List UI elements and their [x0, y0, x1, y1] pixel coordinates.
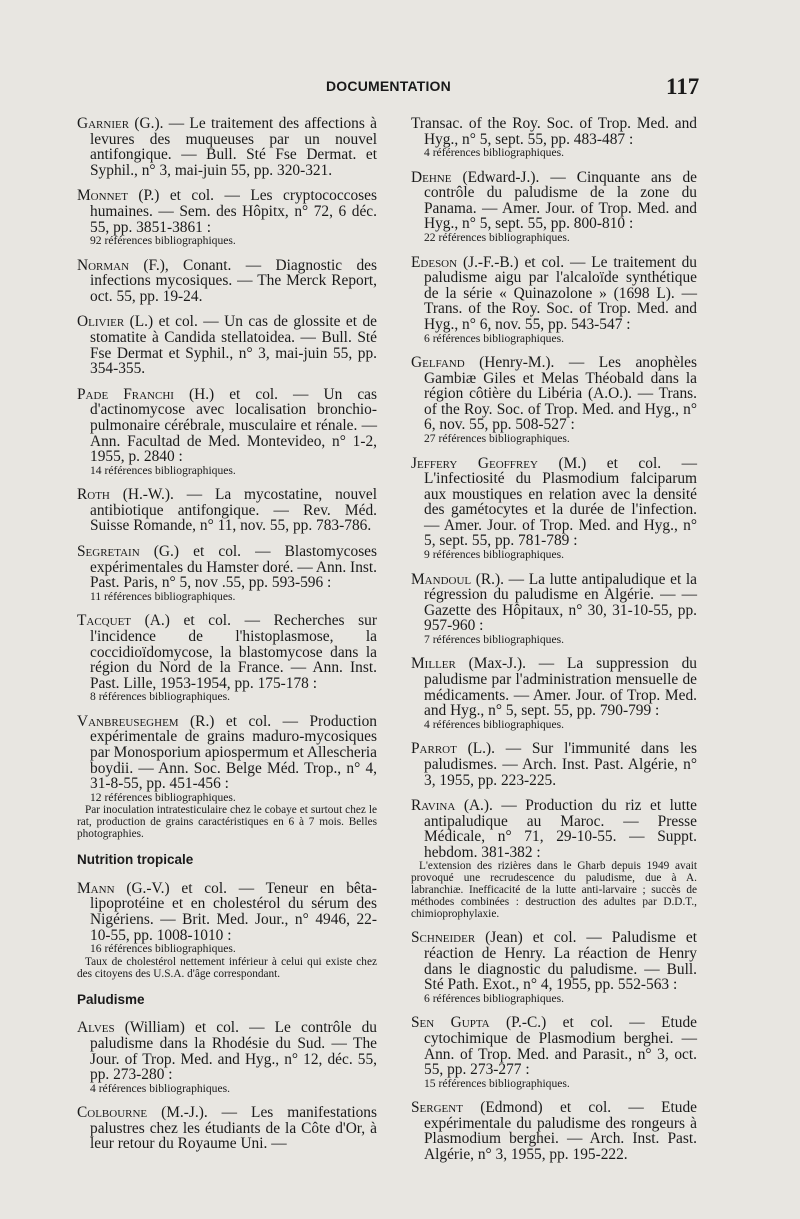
entry-reference-count: 4 références bibliographiques. — [424, 146, 565, 160]
entry-reference-count: 12 références bibliographiques. — [90, 790, 236, 804]
left-column — [77, 116, 377, 1162]
entry-reference-count: 14 références bibliographiques. — [90, 463, 236, 477]
entry-list-mycoses — [77, 116, 377, 840]
running-header — [0, 74, 800, 104]
right-column — [411, 116, 697, 1173]
bibliography-entry — [77, 258, 377, 305]
entry-citation: (Edward-J.). — Cinquante ans de contrôle du paludisme de la zone du Panama. — Amer. Jour. of Trop. Med. and Hyg., n° 5, sept. 55, pp. 800-810 : — [424, 168, 697, 233]
entry-reference-count: 11 références bibliographiques. — [90, 589, 236, 603]
entry-citation: (L.) et col. — Un cas de glossite et de stomatite à Candida stellatoidea. — Bull. Sté Fse Dermat et Syphil., n° 3, mai-juin 55, pp. 354-355. — [90, 313, 377, 378]
page-number: 117 — [666, 74, 700, 99]
bibliography-entry — [411, 572, 697, 647]
entry-author: Dehne — [411, 168, 452, 186]
entry-citation: (A.) et col. — Recherches sur l'incidence de l'histoplasmose, la coccidioïdomycose, la blastomycose dans la région du Nord de la France. — Ann. Inst. Past. Lille, 1953-1954, pp. 175-178 : — [90, 612, 377, 692]
bibliography-entry — [77, 881, 377, 980]
bibliography-entry — [77, 613, 377, 703]
entry-author: Vanbreuseghem — [77, 712, 179, 730]
entry-reference-count: 4 références bibliographiques. — [90, 1081, 231, 1095]
entry-reference-count: 6 références bibliographiques. — [424, 991, 565, 1005]
entry-author: Sergent — [411, 1099, 463, 1117]
entry-reference-count: 8 références bibliographiques. — [90, 690, 231, 704]
entry-author: Garnier — [77, 115, 130, 132]
entry-author: Monnet — [77, 187, 128, 205]
bibliography-entry — [77, 314, 377, 376]
entry-citation: (A.). — Production du riz et lutte antipaludique au Maroc. — Presse Médicale, n° 71, 29-10-55. — Suppt. hebdom. 381-382 : — [424, 797, 697, 861]
bibliography-entry — [77, 714, 377, 840]
bibliography-entry — [411, 255, 697, 345]
entry-abstract-note: Par inoculation intratesticulaire chez le cobaye et surtout chez le rat, production de grains caractéristiques en 6 à 7 mois. Belles photographies. — [77, 804, 377, 841]
entry-citation: (Jean) et col. — Paludisme et réaction de Henry. La réaction de Henry dans le diagnostic du paludisme. — Bull. Sté Path. Exot., n° 4, 1955, pp. 552-563 : — [424, 929, 697, 994]
entry-citation: Transac. of the Roy. Soc. of Trop. Med. and Hyg., n° 5, sept. 55, pp. 483-487 : — [411, 115, 697, 148]
entry-citation: (L.). — Sur l'immunité dans les paludismes. — Arch. Inst. Past. Algérie, n° 3, 1955, pp. 223-225. — [424, 740, 697, 789]
bibliography-entry — [411, 116, 697, 160]
bibliography-entry — [77, 116, 377, 178]
entry-abstract-note: L'extension des rizières dans le Gharb depuis 1949 avait provoqué une recrudescence du paludisme, due à A. labranchiæ. Inefficacité de la lutte anti-larvaire ; succès de méthodes combinées : destruction des adultes par D.D.T., chimioprophylaxie. — [411, 860, 697, 921]
entry-author: Mandoul — [411, 570, 472, 588]
entry-citation: (H.) et col. — Un cas d'actinomycose avec localisation bronchio-pulmonaire cérébrale, musculaire et rénale. — Ann. Facultad de Med. Montevideo, n° 1-2, 1955, p. 2840 : — [90, 385, 377, 466]
entry-author: Norman — [77, 256, 130, 274]
entry-author: Gelfand — [411, 354, 465, 372]
entry-author: Tacquet — [77, 612, 132, 630]
bibliography-entry — [411, 456, 697, 562]
entry-author: Miller — [411, 655, 456, 673]
entry-citation: (G.-V.) et col. — Teneur en bêta-lipoprotéine et en cholestérol du sérum des Nigériens. — Brit. Med. Jour., n° 4946, 22-10-55, pp. 1008-1010 : — [90, 879, 377, 944]
entry-citation: (P.) et col. — Les cryptococcoses humaines. — Sem. des Hôpitx, n° 72, 6 déc. 55, pp. 3851-3861 : — [90, 187, 377, 236]
entry-author: Pade Franchi — [77, 385, 174, 403]
entry-author: Edeson — [411, 253, 458, 271]
entry-citation: (G.) et col. — Blastomycoses expérimentales du Hamster doré. — Ann. Inst. Past. Paris, n° 5, nov .55, pp. 593-596 : — [90, 543, 377, 592]
entry-list-paludisme — [77, 1020, 377, 1152]
entry-author: Jeffery Geoffrey — [411, 454, 538, 472]
entry-abstract-note: Taux de cholestérol nettement inférieur à celui qui existe chez des citoyens des U.S.A. d'âge correspondant. — [77, 955, 377, 980]
entry-citation: (M.-J.). — Les manifestations palustres chez les étudiants de la Côte d'Or, à leur retour du Royaume Uni. — — [90, 1104, 377, 1153]
entry-reference-count: 92 références bibliographiques. — [90, 234, 236, 248]
entry-author: Sen Gupta — [411, 1014, 490, 1032]
bibliography-entry — [411, 741, 697, 788]
entry-reference-count: 27 références bibliographiques. — [424, 432, 570, 445]
entry-reference-count: 16 références bibliographiques. — [90, 942, 236, 956]
entry-citation: (Henry-M.). — Les anophèles Gambiæ Giles et Melas Théobald dans la région côtière du Libéria (A.O.). — Trans. of the Roy. Soc. of Trop. Med. and Hyg., n° 6, nov. 55, pp. 508-527 : — [424, 354, 697, 434]
entry-citation: (William) et col. — Le contrôle du paludisme dans la Rhodésie du Sud. — The Jour. of Trop. Med. and Hyg., n° 12, déc. 55, pp. 273-280 : — [90, 1019, 377, 1084]
entry-citation: (H.-W.). — La mycostatine, nouvel antibiotique antifongique. — Rev. Méd. Suisse Romande, n° 11, nov. 55, pp. 783-786. — [90, 486, 377, 535]
entry-citation: (F.), Conant. — Diagnostic des infections mycosiques. — The Merck Report, oct. 55, pp. 19-24. — [90, 256, 377, 305]
entry-citation: (Max-J.). — La suppression du paludisme par l'administration mensuelle de médicaments. — Amer. Jour. of Trop. Med. and Hyg., n° 5, sept. 55, pp. 790-799 : — [424, 655, 697, 720]
bibliography-entry — [77, 188, 377, 247]
bibliography-entry — [411, 1015, 697, 1090]
bibliography-entry — [77, 1105, 377, 1152]
entry-author: Ravina — [411, 797, 456, 815]
entry-citation: (P.-C.) et col. — Etude cytochimique de Plasmodium berghei. — Ann. of Trop. Med. and Parasit., n° 3, oct. 55, pp. 273-277 : — [424, 1014, 697, 1079]
entry-reference-count: 9 références bibliographiques. — [424, 548, 565, 562]
entry-author: Parrot — [411, 740, 457, 758]
entry-citation: (R.) et col. — Production expérimentale de grains maduro-mycosiques par Monosporium apiospermum et Allescheria boydii. — Ann. Soc. Belge Méd. Trop., n° 4, 31-8-55, pp. 451-456 : — [90, 712, 377, 793]
bibliography-entry — [411, 355, 697, 445]
bibliography-entry — [411, 1100, 697, 1162]
entry-citation: (J.-F.-B.) et col. — Le traitement du paludisme aigu par l'alcaloïde synthétique de la série « Quinazolone » (1698 L). —Trans. of the Roy. Soc. of Trop. Med. and Hyg., n° 6, nov. 55, pp. 543-547 : — [424, 253, 697, 333]
entry-citation: (M.) et col. — L'infectiosité du Plasmodium falciparum aux moustiques en relation avec la densité des gamétocytes et la durée de l'infection. — Amer. Jour. of Trop. Med. and Hyg., n° 5, sept. 55, pp. 781-789 : — [424, 454, 698, 550]
bibliography-entry — [411, 930, 697, 1005]
entry-list-nutrition — [77, 881, 377, 980]
entry-author: Segretain — [77, 543, 140, 561]
bibliography-entry — [411, 656, 697, 731]
entry-author: Mann — [77, 879, 115, 897]
entry-reference-count: 6 références bibliographiques. — [424, 331, 565, 345]
section-heading-nutrition: Nutrition tropicale — [77, 852, 194, 868]
entry-reference-count: 15 références bibliographiques. — [424, 1076, 570, 1090]
entry-reference-count: 4 références bibliographiques. — [424, 717, 565, 731]
entry-author: Roth — [77, 486, 110, 504]
entry-citation: (G.). — Le traitement des affections à levures des muqueuses par un nouvel antifongique. — Bull. Sté Fse Dermat. et Syphil., n° 3, mai-juin 55, pp. 320-321. — [90, 115, 377, 179]
bibliography-entry — [77, 487, 377, 534]
entry-author: Olivier — [77, 313, 125, 331]
section-heading-paludisme: Paludisme — [77, 991, 145, 1007]
bibliography-entry — [77, 1020, 377, 1095]
bibliography-entry — [77, 544, 377, 603]
bibliography-entry — [411, 798, 697, 920]
entry-reference-count: 22 références bibliographiques. — [424, 231, 570, 245]
entry-reference-count: 7 références bibliographiques. — [424, 632, 565, 646]
entry-citation: (R.). — La lutte antipaludique et la régression du paludisme en Algérie. — —Gazette des Hôpitaux, n° 30, 31-10-55, pp. 957-960 : — [424, 570, 697, 635]
bibliography-entry — [77, 387, 377, 477]
entry-author: Alves — [77, 1019, 115, 1037]
page-title: DOCUMENTATION — [326, 78, 451, 94]
entry-list-right — [411, 116, 697, 1163]
entry-author: Colbourne — [77, 1104, 148, 1122]
entry-citation: (Edmond) et col. — Etude expérimentale du paludisme des rongeurs à Plasmodium berghei. — Arch. Inst. Past. Algérie, n° 3, 1955, pp. 195-222. — [424, 1099, 697, 1163]
bibliography-entry — [411, 170, 697, 245]
entry-author: Schneider — [411, 929, 476, 947]
